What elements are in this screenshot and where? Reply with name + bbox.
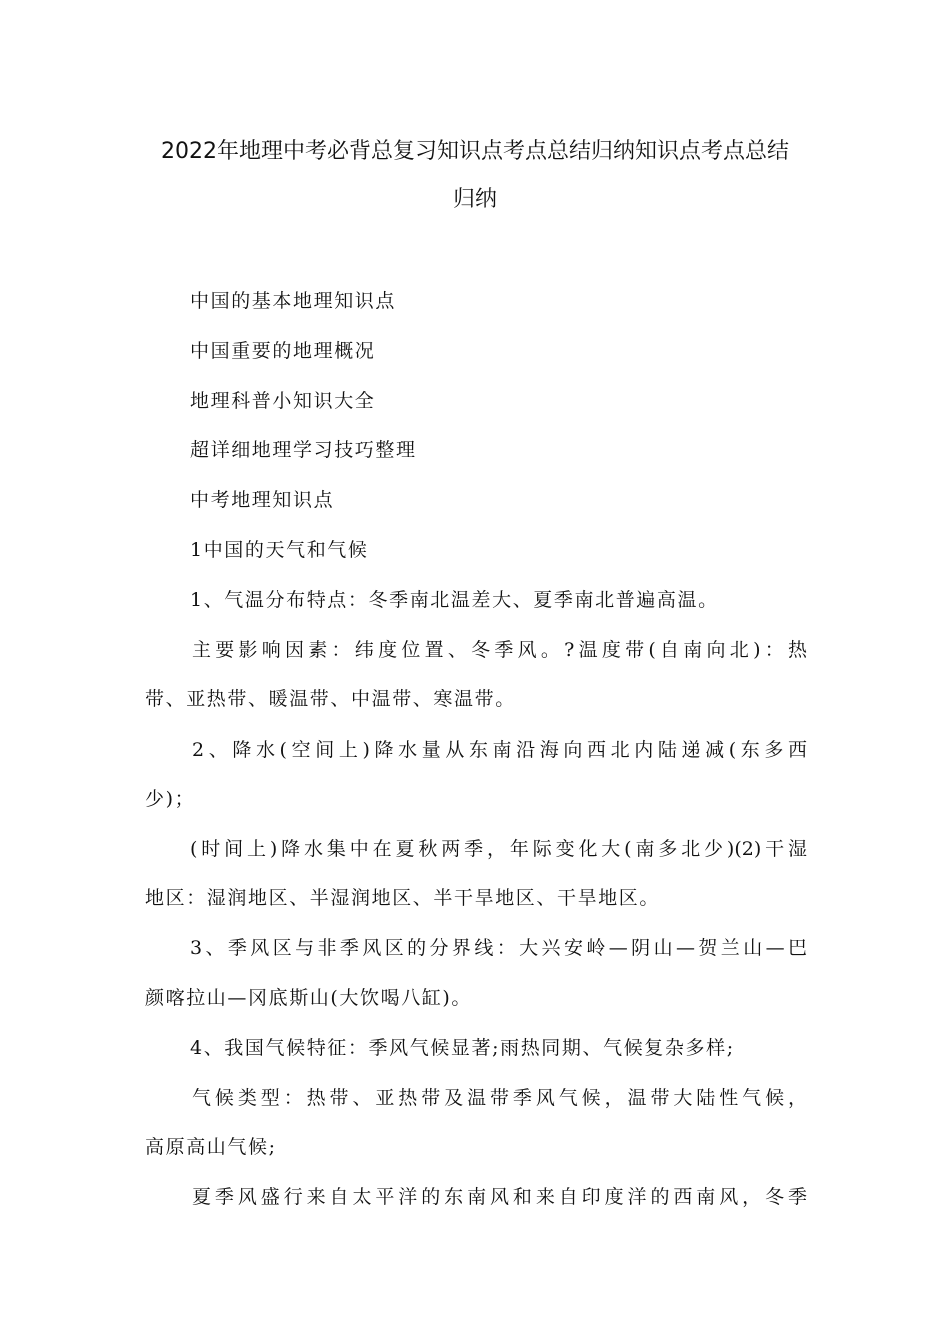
document-title-line-1: 2022年地理中考必背总复习知识点考点总结归纳知识点考点总结 bbox=[161, 139, 789, 164]
text-line: 主要影响因素：纬度位置、冬季风。?温度带(自南向北)：热 bbox=[192, 639, 807, 661]
text-line: 2、降水(空间上)降水量从东南沿海向西北内陆递减(东多西 bbox=[192, 739, 807, 761]
text-line: 颜喀拉山—冈底斯山(大饮喝八缸)。 bbox=[145, 987, 473, 1009]
text-line: 夏季风盛行来自太平洋的东南风和来自印度洋的西南风，冬季 bbox=[192, 1186, 807, 1208]
text-line: 中国的基本地理知识点 bbox=[190, 290, 397, 312]
text-line: 1中国的天气和气候 bbox=[190, 539, 369, 561]
text-line: 3、季风区与非季风区的分界线：大兴安岭—阴山—贺兰山—巴 bbox=[190, 937, 807, 959]
text-line: 地理科普小知识大全 bbox=[190, 390, 376, 412]
text-line: 带、亚热带、暖温带、中温带、寒温带。 bbox=[145, 688, 516, 710]
text-line: 中国重要的地理概况 bbox=[190, 340, 376, 362]
text-line: 4、我国气候特征：季风气候显著;雨热同期、气候复杂多样; bbox=[190, 1037, 735, 1059]
text-line: 少)； bbox=[145, 788, 196, 810]
text-line: (时间上)降水集中在夏秋两季，年际变化大(南多北少)(2)干湿 bbox=[190, 838, 807, 860]
text-line: 气候类型：热带、亚热带及温带季风气候，温带大陆性气候， bbox=[192, 1087, 807, 1109]
text-line: 地区：湿润地区、半湿润地区、半干旱地区、干旱地区。 bbox=[145, 887, 661, 909]
text-line: 1、气温分布特点：冬季南北温差大、夏季南北普遍高温。 bbox=[190, 589, 719, 611]
document-title-line-2: 归纳 bbox=[452, 187, 497, 212]
text-line: 中考地理知识点 bbox=[190, 489, 335, 511]
text-line: 高原高山气候; bbox=[145, 1136, 277, 1158]
text-line: 超详细地理学习技巧整理 bbox=[190, 439, 417, 461]
